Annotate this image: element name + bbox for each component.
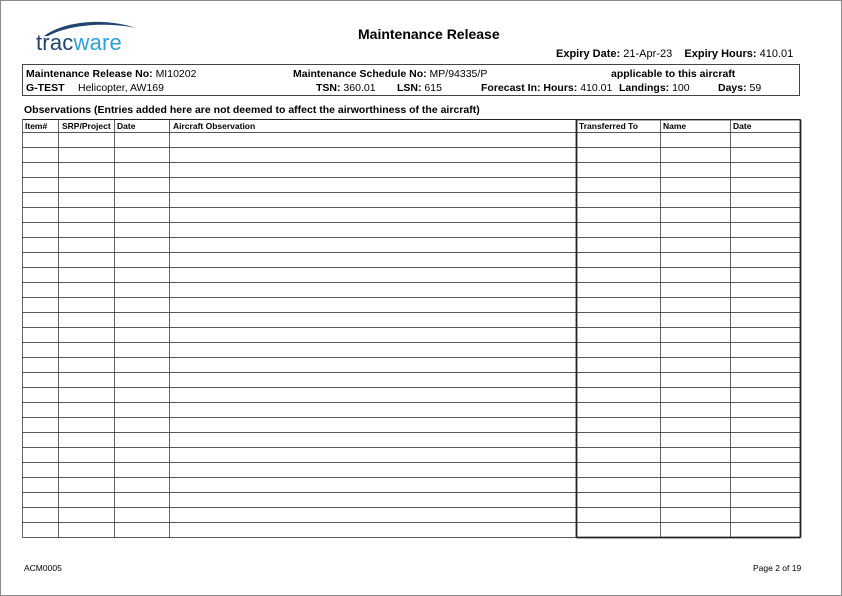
col-header-aircraft-observation: Aircraft Observation [173,121,256,131]
days [718,82,761,94]
col-header-name: Name [663,121,687,131]
tsn [316,82,376,94]
aircraft-type: Helicopter, AW169 [78,82,164,94]
tsn-label: TSN: [316,82,341,94]
expiry-hours-value: 410.01 [759,48,794,60]
lsn [397,82,442,94]
registration: G-TEST [26,82,65,94]
landings-value: 100 [672,82,690,94]
lsn-value: 615 [424,82,442,94]
forecast [481,82,612,94]
observations-table [22,119,802,555]
observations-heading: Observations (Entries added here are not deemed to affect the airworthiness of the aircraft) [24,104,480,116]
col-header-item: Item# [25,121,48,131]
expiry-hours-label: Expiry Hours: [684,48,757,60]
days-value: 59 [749,82,762,94]
landings-label: Landings: [619,82,670,94]
schedule-no-value: MP/94335/P [429,68,488,80]
applicable-text: applicable to this aircraft [611,68,736,80]
release-no-label: Maintenance Release No: [26,68,153,80]
release-no [26,68,196,80]
col-header-date: Date [117,121,136,131]
page-number: Page 2 of 19 [753,563,802,573]
col-header-transferred-to: Transferred To [579,121,638,131]
schedule-no [293,68,487,80]
expiry-date-label: Expiry Date: [556,48,621,60]
logo-text [36,30,122,56]
release-no-value: MI10202 [155,68,197,80]
expiry-line [556,48,793,60]
logo-text-ware: ware [73,30,122,55]
landings [619,82,690,94]
expiry-date-value: 21-Apr-23 [623,48,673,60]
table-gridlines [22,119,802,555]
logo-text-trac: trac [36,30,74,55]
forecast-label: Forecast In: Hours: [481,82,578,94]
schedule-no-label: Maintenance Schedule No: [293,68,427,80]
tracware-logo [36,20,146,60]
aircraft-info-box [22,64,800,96]
forecast-value: 410.01 [580,82,613,94]
form-code: ACM0005 [24,563,62,573]
col-header-transfer-date: Date [733,121,752,131]
lsn-label: LSN: [397,82,422,94]
page-title: Maintenance Release [358,26,500,42]
tsn-value: 360.01 [343,82,376,94]
days-label: Days: [718,82,747,94]
col-header-srp-project: SRP/Project [62,121,111,131]
